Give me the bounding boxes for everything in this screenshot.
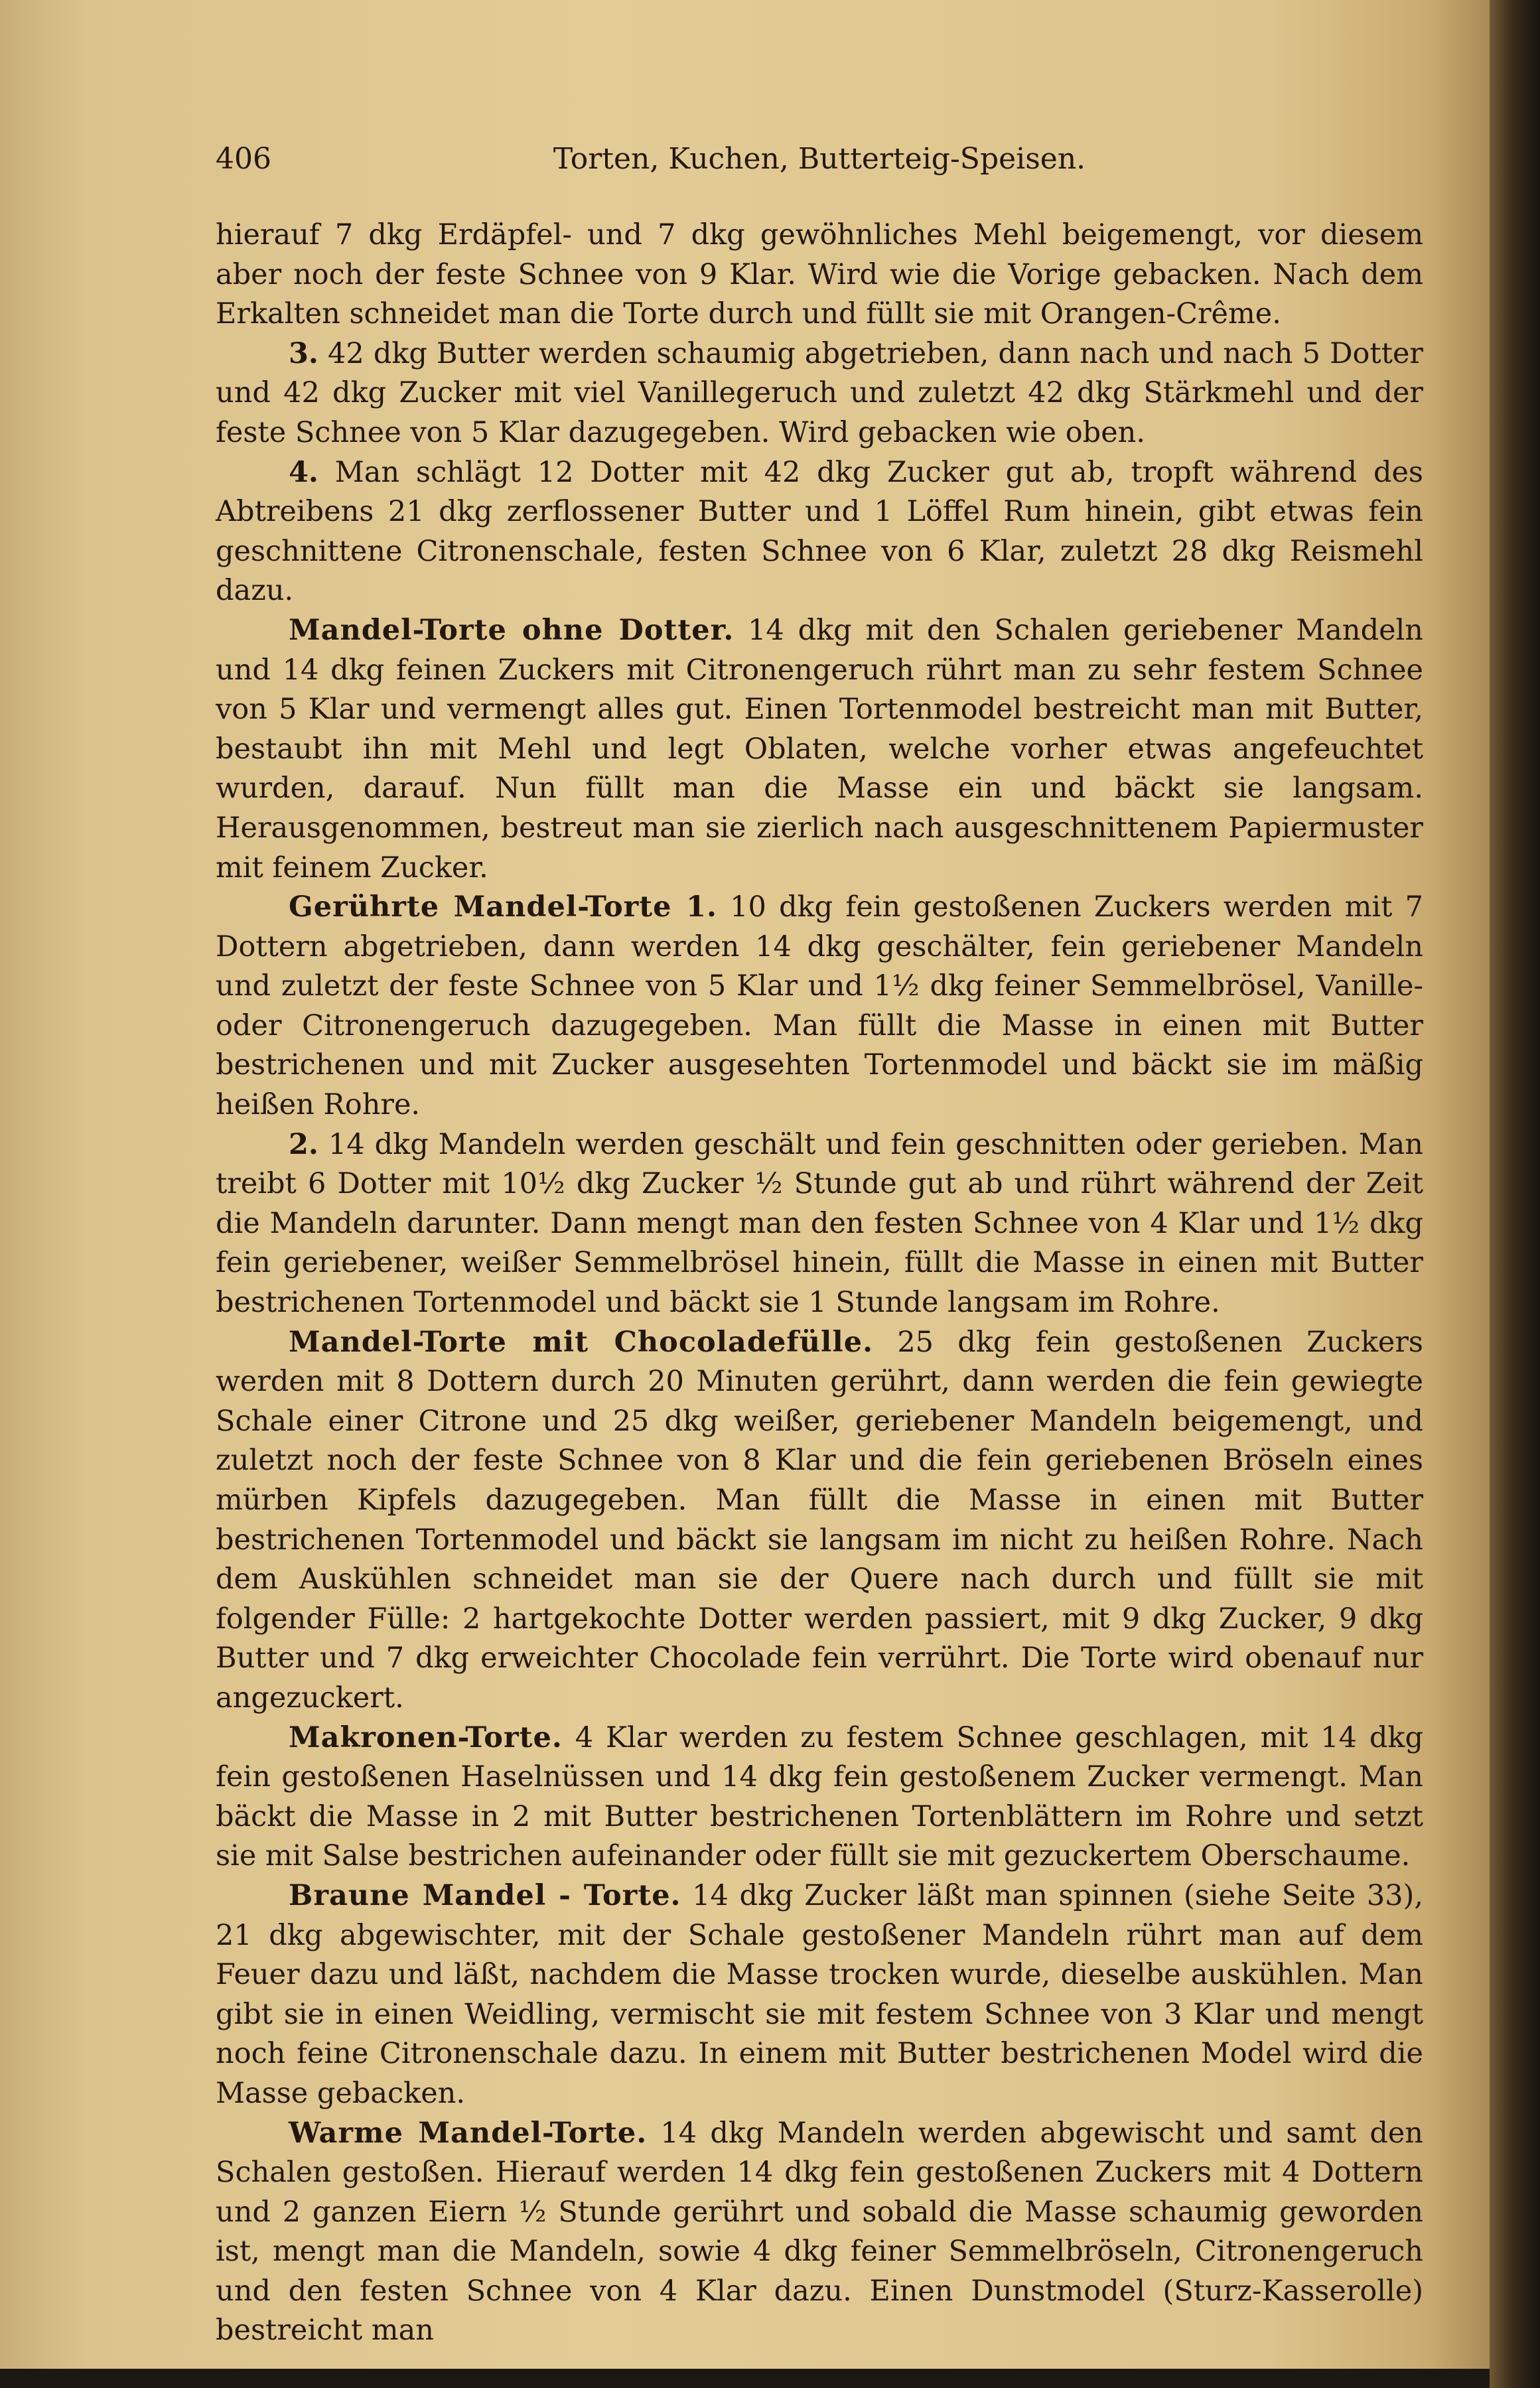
running-head: Torten, Kuchen, Butterteig-Speisen. — [553, 142, 1086, 176]
recipe-variant-2: 2. 14 dkg Mandeln werden geschält und fein geschnitten oder gerieben. Man treibt 6 Dotter mit 10½ dkg Zucker ½ Stunde gut ab und rührt während der Zeit die Mandeln darunter. Dann mengt man den festen Schnee von 4 Klar und 1½ dkg fein geriebener, weißer Semmelbrösel hinein, füllt die Masse in einen mit Butter bestrichenen Tortenmodel und bäckt sie 1 Stunde langsam im Rohre. — [216, 1127, 1423, 1320]
recipe-heading: Makronen-Torte. — [289, 1721, 563, 1754]
recipe-warme-mandel-torte: Warme Mandel-Torte. 14 dkg Mandeln werden abgewischt und samt den Schalen gestoßen. Hierauf werden 14 dkg fein gestoßenen Zuckers mit 4 Dottern und 2 ganzen Eiern ½ Stunde gerührt und sobald die Masse schaumig geworden ist, mengt man die Mandeln, sowie 4 dkg feiner Semmelbröseln, Citronengeruch und den festen Schnee von 4 Klar dazu. Einen Dunstmodel (Sturz-Kasserolle) bestreicht man — [216, 2116, 1423, 2348]
recipe-geruehrte-mandel-torte: Gerührte Mandel-Torte 1. 10 dkg fein gestoßenen Zuckers werden mit 7 Dottern abgetrieben, dann werden 14 dkg geschälter, fein geriebener Mandeln und zuletzt der feste Schnee von 5 Klar und 1½ dkg feiner Semmelbrösel, Vanille- oder Citronengeruch dazugegeben. Man füllt die Masse in einen mit Butter bestrichenen und mit Zucker ausgesehten Tortenmodel und bäckt sie im mäßig heißen Rohre. — [216, 890, 1423, 1122]
recipe-variant-3: 3. 42 dkg Butter werden schaumig abgetrieben, dann nach und nach 5 Dotter und 42 dkg Zucker mit viel Vanillegeruch und zuletzt 42 dkg Stärkmehl und der feste Schnee von 5 Klar dazugegeben. Wird gebacken wie oben. — [216, 336, 1423, 449]
body-text — [216, 216, 1423, 2351]
book-spine — [1490, 0, 1540, 2388]
paragraph-continuation: hierauf 7 dkg Erdäpfel- und 7 dkg gewöhnliches Mehl beigemengt, vor diesem aber noch der feste Schnee von 9 Klar. Wird wie die Vorige gebacken. Nach dem Erkalten schneidet man die Torte durch und füllt sie mit Orangen-Crême. — [216, 218, 1423, 331]
recipe-heading: Gerührte Mandel-Torte 1. — [289, 890, 717, 924]
recipe-variant-4: 4. Man schlägt 12 Dotter mit 42 dkg Zucker gut ab, tropft während des Abtreibens 21 dkg zerflossener Butter und 1 Löffel Rum hinein, gibt etwas fein geschnittene Citronenschale, festen Schnee von 6 Klar, zuletzt 28 dkg Reismehl dazu. — [216, 455, 1423, 608]
recipe-mandel-torte-chocoladefuelle: Mandel-Torte mit Chocoladefülle. 25 dkg fein gestoßenen Zuckers werden mit 8 Dottern durch 20 Minuten gerührt, dann werden die fein gewiegte Schale einer Citrone und 25 dkg weißer, geriebener Mandeln beigemengt, und zuletzt noch der feste Schnee von 8 Klar und die fein geriebenen Bröseln eines mürben Kipfels dazugegeben. Man füllt die Masse in einen mit Butter bestrichenen Tortenmodel und bäckt sie langsam im nicht zu heißen Rohre. Nach dem Auskühlen schneidet man sie der Quere nach durch und füllt sie mit folgender Fülle: 2 hartgekochte Dotter werden passiert, mit 9 dkg Zucker, 9 dkg Butter und 7 dkg erweichter Chocolade fein verrührt. Die Torte wird obenauf nur angezuckert. — [216, 1325, 1423, 1715]
recipe-heading: Braune Mandel - Torte. — [289, 1878, 681, 1912]
page-header — [216, 136, 1423, 182]
recipe-makronen-torte: Makronen-Torte. 4 Klar werden zu festem Schnee geschlagen, mit 14 dkg fein gestoßenen Haselnüssen und 14 dkg fein gestoßenem Zucker vermengt. Man bäckt die Masse in 2 mit Butter bestrichenen Tortenblättern im Rohre und setzt sie mit Salse bestrichen aufeinander oder füllt sie mit gezuckertem Oberschaume. — [216, 1721, 1423, 1873]
recipe-heading: Warme Mandel-Torte. — [289, 2116, 648, 2150]
recipe-heading: Mandel-Torte ohne Dotter. — [289, 613, 735, 647]
page-number: 406 — [216, 142, 271, 176]
recipe-braune-mandel-torte: Braune Mandel - Torte. 14 dkg Zucker läßt man spinnen (siehe Seite 33), 21 dkg abgewischter, mit der Schale gestoßener Mandeln rührt man auf dem Feuer dazu und läßt, nachdem die Masse trocken wurde, dieselbe auskühlen. Man gibt sie in einen Weidling, vermischt sie mit festem Schnee von 3 Klar und mengt noch feine Citronenschale dazu. In einem mit Butter bestrichenen Model wird die Masse gebacken. — [216, 1878, 1424, 2110]
recipe-heading: Mandel-Torte mit Chocoladefülle. — [289, 1325, 874, 1359]
recipe-mandel-torte-ohne-dotter: Mandel-Torte ohne Dotter. 14 dkg mit den Schalen geriebener Mandeln und 14 dkg feinen Zuckers mit Citronengeruch rührt man zu sehr festem Schnee von 5 Klar und vermengt alles gut. Einen Tortenmodel bestreicht man mit Butter, bestaubt ihn mit Mehl und legt Oblaten, welche vorher etwas angefeuchtet wurden, darauf. Nun füllt man die Masse ein und bäckt sie langsam. Herausgenommen, bestreut man sie zierlich nach ausgeschnittenem Papiermuster mit feinem Zucker. — [216, 613, 1423, 884]
